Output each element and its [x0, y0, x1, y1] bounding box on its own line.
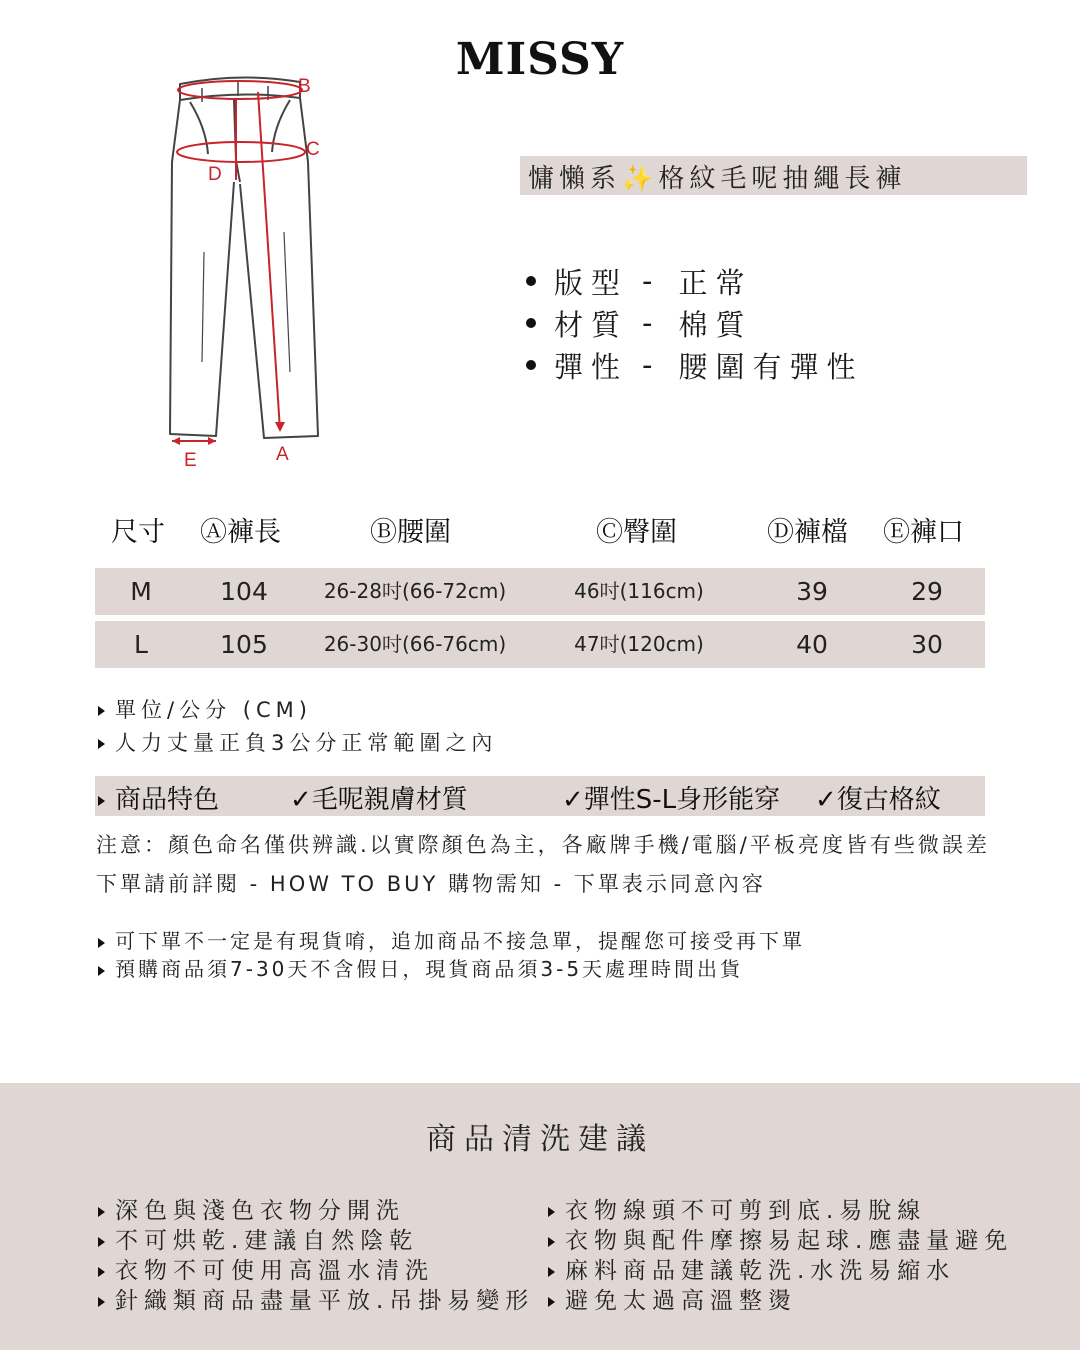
table-header-rise: Ⓓ褲檔 — [767, 517, 848, 548]
triangle-bullet-icon — [98, 966, 105, 976]
brand-logo: MISSY — [455, 34, 625, 85]
features-label: 商品特色 — [98, 779, 219, 816]
triangle-bullet-icon — [98, 1297, 105, 1307]
washing-tip: 不可烘乾.建議自然陰乾 — [98, 1222, 418, 1255]
triangle-bullet-icon — [548, 1267, 555, 1277]
triangle-bullet-icon — [98, 1267, 105, 1277]
stock-note: 可下單不一定是有現貨唷，追加商品不接急單，提醒您可接受再下單 — [98, 925, 805, 954]
triangle-bullet-icon — [98, 938, 105, 948]
diagram-label-b: B — [298, 76, 311, 97]
washing-tip: 深色與淺色衣物分開洗 — [98, 1192, 405, 1225]
spec-item-material: 材質 - 棉質 — [526, 302, 864, 344]
triangle-bullet-icon — [548, 1237, 555, 1247]
feature-item: ✓彈性S-L身形能穿 — [562, 785, 781, 815]
table-header-hem: Ⓔ褲口 — [883, 517, 964, 548]
feature-item: ✓毛呢親膚材質 — [290, 785, 468, 815]
table-row: L 105 26-30吋(66-76cm) 47吋(120cm) 40 30 — [95, 621, 985, 668]
triangle-bullet-icon — [98, 796, 105, 806]
triangle-bullet-icon — [548, 1297, 555, 1307]
measure-note: 人力丈量正負3公分正常範圍之內 — [98, 727, 497, 757]
table-row: M 104 26-28吋(66-72cm) 46吋(116cm) 39 29 — [95, 568, 985, 615]
product-title: 慵懶系✨格紋毛呢抽繩長褲 — [528, 164, 907, 194]
washing-tip: 衣物不可使用高溫水清洗 — [98, 1252, 434, 1285]
table-header-length: Ⓐ褲長 — [200, 517, 281, 548]
bullet-icon — [526, 360, 536, 370]
bullet-icon — [526, 318, 536, 328]
washing-tip: 衣物線頭不可剪到底.易脫線 — [548, 1192, 926, 1225]
table-header-waist: Ⓑ腰圍 — [370, 517, 451, 548]
spec-item-fit: 版型 - 正常 — [526, 260, 864, 302]
bullet-icon — [526, 276, 536, 286]
triangle-bullet-icon — [98, 1237, 105, 1247]
washing-tip: 避免太過高溫整燙 — [548, 1282, 797, 1315]
triangle-bullet-icon — [98, 739, 105, 749]
diagram-label-e: E — [184, 450, 197, 471]
order-notice: 下單請前詳閱 - HOW TO BUY 購物需知 - 下單表示同意內容 — [96, 872, 766, 896]
pants-measurement-diagram — [150, 62, 350, 482]
table-header-size: 尺寸 — [111, 517, 165, 548]
washing-tip: 針織類商品盡量平放.吊掛易變形 — [98, 1282, 534, 1315]
feature-item: ✓復古格紋 — [815, 785, 941, 815]
diagram-label-d: D — [208, 164, 222, 185]
shipping-note: 預購商品須7-30天不含假日，現貨商品須3-5天處理時間出貨 — [98, 953, 743, 982]
washing-tip: 麻料商品建議乾洗.水洗易縮水 — [548, 1252, 955, 1285]
table-header-hip: Ⓒ臀圍 — [596, 517, 677, 548]
unit-note: 單位/公分 (CM) — [98, 694, 312, 724]
diagram-label-c: C — [306, 139, 320, 160]
spec-list — [526, 260, 864, 386]
triangle-bullet-icon — [98, 706, 105, 716]
triangle-bullet-icon — [98, 1207, 105, 1217]
diagram-label-a: A — [276, 444, 289, 465]
triangle-bullet-icon — [548, 1207, 555, 1217]
color-notice: 注意：顏色命名僅供辨識.以實際顏色為主，各廠牌手機/電腦/平板亮度皆有些微誤差 — [96, 833, 990, 857]
washing-title: 商品清洗建議 — [426, 1122, 654, 1157]
washing-tip: 衣物與配件摩擦易起球.應盡量避免 — [548, 1222, 1013, 1255]
sparkle-icon: ✨ — [621, 164, 659, 194]
spec-item-elasticity: 彈性 - 腰圍有彈性 — [526, 344, 864, 386]
